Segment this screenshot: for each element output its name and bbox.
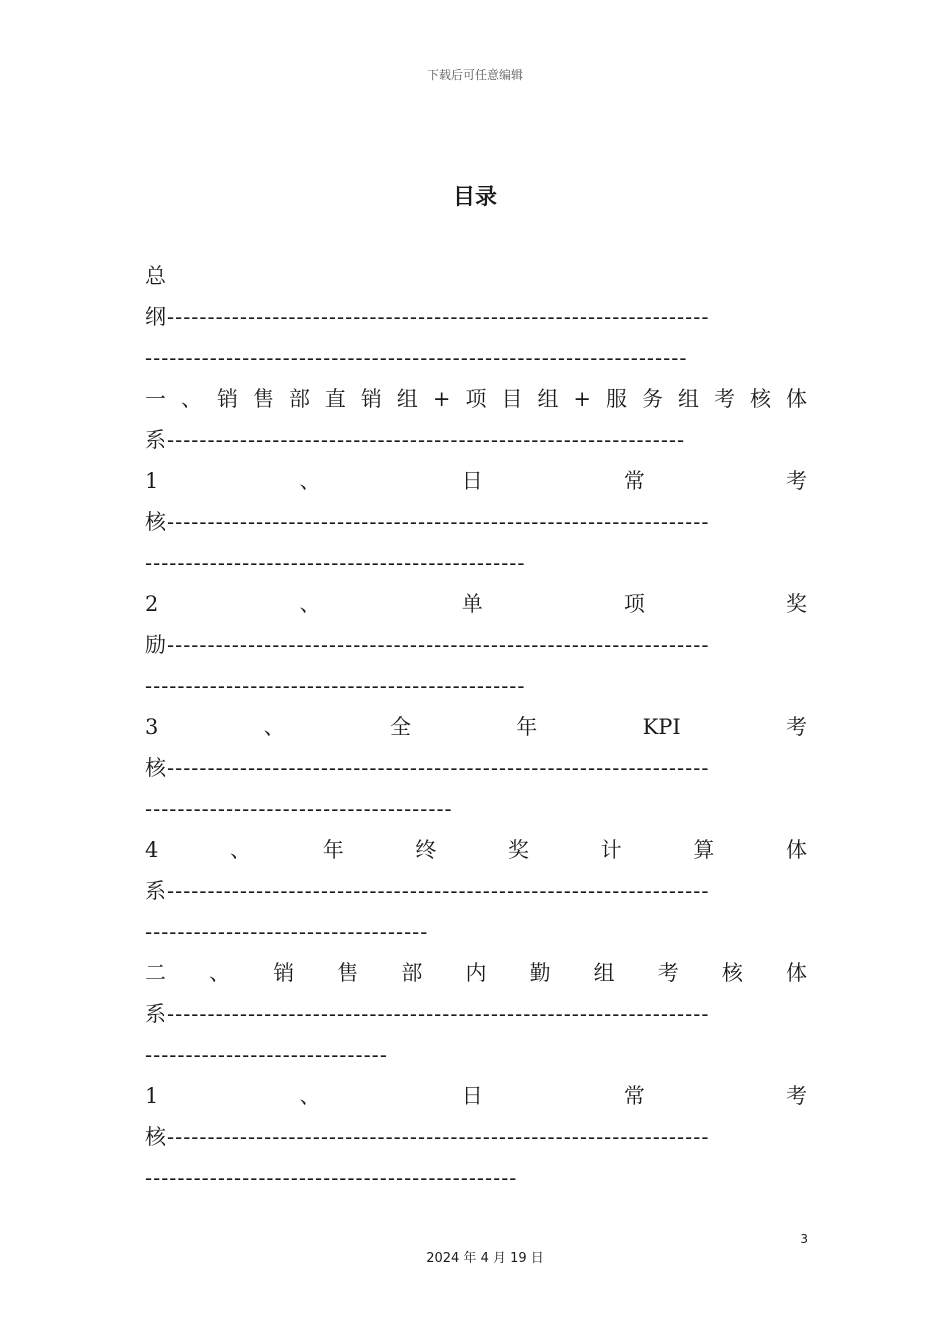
toc-heading-char: 考: [786, 1084, 807, 1108]
toc-heading-char: 部: [401, 961, 423, 985]
toc-heading-char: 2: [145, 592, 159, 616]
toc-heading-char: 核: [145, 510, 167, 534]
toc-heading-char: 服: [606, 387, 628, 411]
toc-heading-char: 奖: [508, 838, 529, 862]
toc-leader-continuation: --------------------------------------: [145, 797, 453, 821]
toc-leader-line: [145, 297, 807, 338]
toc-heading-char: 4: [145, 838, 159, 862]
toc-heading-char: 总: [145, 264, 166, 288]
toc-heading-char: 1: [145, 1084, 159, 1108]
toc-heading-char: 系: [145, 1002, 167, 1026]
toc-heading-char: 、: [299, 592, 321, 616]
toc-dot-leader: -------------------------------------------------------------------: [167, 510, 710, 534]
toc-heading-char: 组: [396, 387, 418, 411]
toc-heading-char: 、: [180, 387, 202, 411]
toc-heading-char: 一: [145, 387, 166, 411]
toc-entry-heading: [145, 1076, 807, 1117]
toc-heading-char: +: [432, 387, 451, 411]
toc-heading-char: 、: [299, 1084, 321, 1108]
toc-leader-line: [145, 871, 807, 912]
toc-entry[interactable]: [145, 256, 807, 379]
toc-leader-line: [145, 994, 807, 1035]
toc-heading-char: 考: [786, 469, 807, 493]
toc-leader-line: [145, 625, 807, 666]
toc-heading-char: 考: [657, 961, 679, 985]
toc-dot-leader: -------------------------------------------------------------------: [167, 633, 710, 657]
toc-entry-heading: [145, 379, 807, 420]
toc-dot-leader: -------------------------------------------------------------------: [167, 879, 710, 903]
toc-leader-line: [145, 420, 807, 461]
toc-entry-heading: [145, 707, 807, 748]
toc-dot-leader: -------------------------------------------------------------------: [167, 1125, 710, 1149]
toc-heading-char: 售: [337, 961, 359, 985]
toc-leader-line: [145, 1117, 807, 1158]
toc-heading-char: 部: [288, 387, 310, 411]
toc-entry[interactable]: [145, 461, 807, 584]
toc-heading-char: 系: [145, 428, 167, 452]
toc-heading-char: 年: [322, 838, 344, 862]
toc-leader-line: [145, 502, 807, 543]
toc-heading-char: 销: [360, 387, 382, 411]
toc-entry[interactable]: [145, 379, 807, 461]
toc-entry[interactable]: [145, 953, 807, 1076]
toc-heading-char: 考: [785, 715, 807, 739]
toc-heading-char: 、: [230, 838, 252, 862]
toc-heading-char: 、: [299, 469, 321, 493]
toc-dot-leader: ----------------------------------------------------------------: [167, 428, 686, 452]
toc-heading-char: 单: [461, 592, 483, 616]
toc-leader-continuation: ------------------------------: [145, 1043, 388, 1067]
toc-heading-char: 勤: [529, 961, 551, 985]
toc-heading-char: 组: [537, 387, 559, 411]
toc-entry[interactable]: [145, 1076, 807, 1199]
toc-heading-char: 售: [252, 387, 274, 411]
table-of-contents: [145, 256, 807, 1199]
toc-leader-line: [145, 748, 807, 789]
toc-heading-char: 核: [145, 756, 167, 780]
toc-heading-char: 组: [677, 387, 699, 411]
toc-entry[interactable]: [145, 584, 807, 707]
toc-heading-char: 体: [785, 387, 807, 411]
toc-heading-char: 销: [273, 961, 295, 985]
toc-heading-char: 算: [693, 838, 715, 862]
toc-heading-char: 体: [785, 961, 807, 985]
toc-heading-char: 核: [145, 1125, 167, 1149]
toc-heading-char: 全: [389, 715, 411, 739]
toc-leader-continuation: -----------------------------------------------: [145, 674, 526, 698]
toc-heading-char: 目: [501, 387, 523, 411]
toc-heading-char: KPI: [642, 715, 681, 739]
toc-heading-char: 终: [415, 838, 437, 862]
toc-heading-char: 核: [749, 387, 771, 411]
toc-heading-char: 、: [263, 715, 285, 739]
toc-dot-leader: -------------------------------------------------------------------: [167, 756, 710, 780]
toc-entry[interactable]: [145, 830, 807, 953]
toc-heading-char: 年: [516, 715, 538, 739]
toc-dot-leader: -------------------------------------------------------------------: [167, 1002, 710, 1026]
toc-heading-char: 励: [145, 633, 167, 657]
toc-leader-continuation: -----------------------------------: [145, 920, 429, 944]
toc-heading-char: 日: [461, 1084, 483, 1108]
toc-entry-heading: [145, 461, 807, 502]
toc-heading-char: 日: [461, 469, 483, 493]
toc-heading-char: 核: [721, 961, 743, 985]
toc-heading-char: 项: [623, 592, 645, 616]
toc-leader-continuation: -------------------------------------------------------------------: [145, 346, 688, 370]
toc-heading-char: 务: [642, 387, 663, 411]
toc-heading-char: 1: [145, 469, 159, 493]
toc-heading-char: 系: [145, 879, 167, 903]
toc-heading-char: 纲: [145, 305, 167, 329]
toc-heading-char: +: [573, 387, 592, 411]
page-title: 目录: [452, 185, 497, 210]
toc-entry-heading: [145, 953, 807, 994]
toc-heading-char: 常: [623, 1084, 645, 1108]
toc-heading-char: 奖: [786, 592, 807, 616]
toc-heading-char: 二: [145, 961, 166, 985]
toc-heading-char: 组: [593, 961, 615, 985]
toc-entry-heading: [145, 830, 807, 871]
toc-entry-heading: [145, 256, 807, 297]
toc-heading-char: 常: [623, 469, 645, 493]
toc-heading-char: 体: [785, 838, 807, 862]
toc-heading-char: 内: [465, 961, 487, 985]
toc-entry-heading: [145, 584, 807, 625]
toc-heading-char: 直: [324, 387, 346, 411]
toc-heading-char: 销: [216, 387, 238, 411]
toc-dot-leader: -------------------------------------------------------------------: [167, 305, 710, 329]
toc-heading-char: 3: [145, 715, 159, 739]
toc-leader-continuation: -----------------------------------------------: [145, 551, 526, 575]
toc-leader-continuation: ----------------------------------------------: [145, 1166, 518, 1190]
page-footer-date: 2024 年 4 月 19 日: [426, 1251, 544, 1266]
page-header: 下载后可任意编辑: [426, 68, 523, 82]
toc-heading-char: 考: [713, 387, 735, 411]
toc-heading-char: 计: [600, 838, 622, 862]
toc-heading-char: 、: [209, 961, 231, 985]
toc-entry[interactable]: [145, 707, 807, 830]
page-number: 3: [800, 1232, 808, 1246]
toc-heading-char: 项: [465, 387, 487, 411]
